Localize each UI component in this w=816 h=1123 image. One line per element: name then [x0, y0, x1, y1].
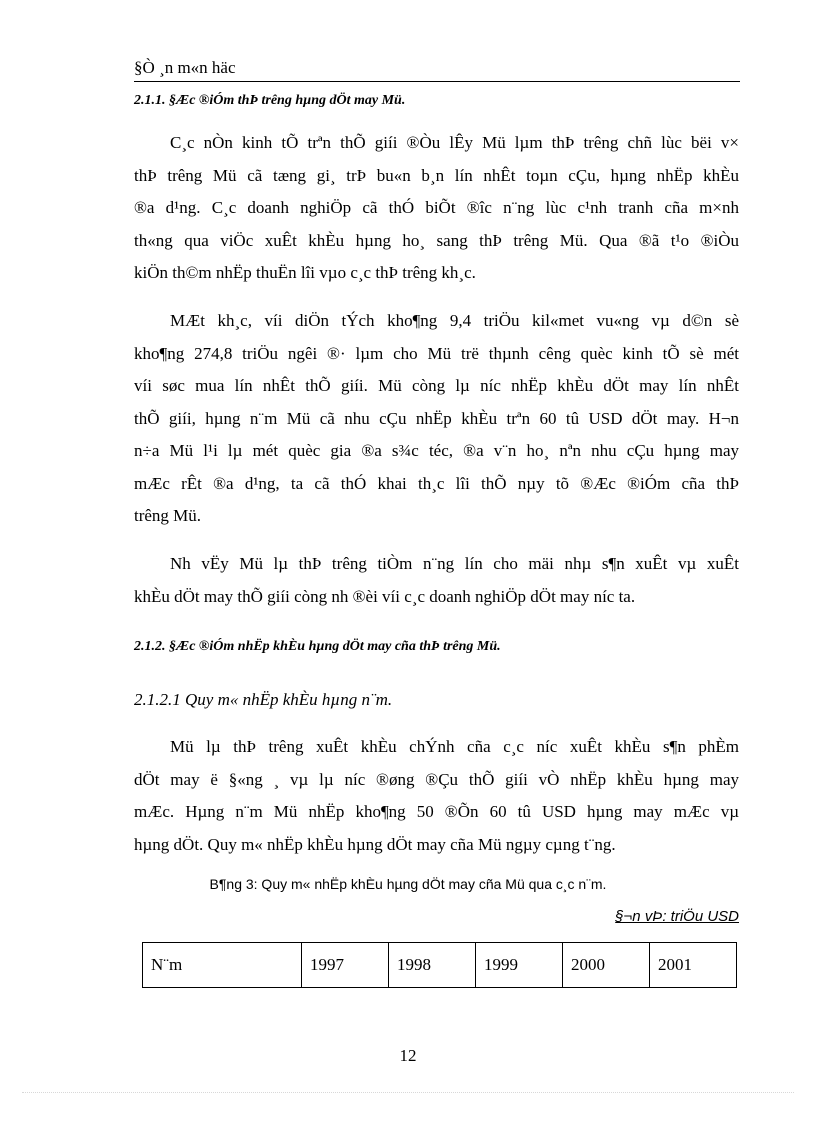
import-volume-table [142, 942, 737, 988]
page-edge-divider [22, 1092, 794, 1093]
header-title: §Ò ¸n m«n häc [134, 58, 236, 77]
text-line: hµng dÖt. Quy m« nhËp khÈu hµng dÖt may cña Mü ngµy cµng t¨ng. [134, 834, 616, 854]
text-line: mÆc. Hµng n¨m Mü nhËp kho¶ng 50 ®Õn 60 tû USD hµng may mÆc vµ [134, 802, 739, 821]
text-line: n÷a Mü l¹i lµ mét quèc gia ®a s¾c téc, ®a v¨n ho¸ nªn nhu cÇu hµng may [134, 441, 739, 460]
page-number: 12 [399, 1046, 417, 1065]
table-cell-year: 1998 [389, 943, 476, 988]
text-line: trêng Mü. [134, 506, 202, 525]
text-line: ®a d¹ng. C¸c doanh nghiÖp cã thÓ biÕt ®îc n¨ng lùc c¹nh tranh cña m×nh [134, 198, 739, 217]
text-line: mÆc rÊt ®a d¹ng, ta cã thÓ khai th¸c lîi thÕ nµy tõ ®Æc ®iÓm cña thÞ [134, 473, 739, 493]
paragraph-2-1-1-c [134, 548, 739, 613]
text-line: kiÖn th©m nhËp thuËn lîi vµo c¸c thÞ trêng kh¸c. [134, 263, 476, 282]
text-line: dÖt may ë §«ng ¸ vµ lµ níc ®øng ®Çu thÕ giíi vÒ nhËp khÈu hµng may [134, 769, 739, 789]
text-line: kho¶ng 274,8 triÖu ngêi ®· lµm cho Mü trë thµnh cêng quèc kinh tÕ sè mét [134, 343, 739, 363]
table-header-year: N¨m [143, 943, 302, 988]
header-rule [134, 81, 740, 82]
section-2-1-2-1-subheading: 2.1.2.1 Quy m« nhËp khÈu hµng n¨m. [134, 690, 393, 709]
section-2-1-2-heading: 2.1.2. §Æc ®iÓm nhËp khÈu hµng dÖt may cña thÞ trêng Mü. [134, 639, 501, 654]
text-line: thÕ giíi, hµng n¨m Mü cã nhu cÇu nhËp khÈu trªn 60 tû USD dÖt may. H¬n [134, 408, 739, 428]
text-line: C¸c nÒn kinh tÕ trªn thÕ giíi ®Òu lÊy Mü lµm thÞ trêng chñ lùc bëi v× [170, 133, 739, 152]
table-caption: B¶ng 3: Quy m« nhËp khÈu hµng dÖt may cña Mü qua c¸c n¨m. [209, 876, 607, 892]
text-line: Nh vËy Mü lµ thÞ trêng tiÒm n¨ng lín cho mäi nhµ s¶n xuÊt vµ xuÊt [170, 554, 739, 573]
text-line: Mü lµ thÞ trêng xuÊt khÈu chÝnh cña c¸c níc xuÊt khÈu s¶n phÈm [170, 737, 739, 756]
table-cell-year: 1999 [476, 943, 563, 988]
text-line: thÞ trêng Mü cã tæng gi¸ trÞ bu«n b¸n lín nhÊt toµn cÇu, hµng nhËp khÈu [134, 165, 739, 185]
paragraph-2-1-2-1 [134, 731, 739, 861]
text-line: khÈu dÖt may thÕ giíi còng nh ®èi víi c¸c doanh nghiÖp dÖt may níc ta. [134, 586, 636, 606]
text-line: MÆt kh¸c, víi diÖn tÝch kho¶ng 9,4 triÖu kil«met vu«ng vµ d©n sè [170, 311, 739, 330]
text-line: víi søc mua lín nhÊt thÕ giíi. Mü còng lµ níc nhËp khÈu dÖt may lín nhÊt [134, 376, 739, 395]
section-2-1-1-heading: 2.1.1. §Æc ®iÓm thÞ trêng hµng dÖt may Mü. [134, 93, 406, 108]
paragraph-2-1-1-a [134, 127, 739, 290]
paragraph-2-1-1-b [134, 305, 739, 533]
table-cell-year: 2000 [563, 943, 650, 988]
table-unit: §¬n vÞ: triÖu USD [615, 908, 739, 925]
text-line: th«ng qua viÖc xuÊt khÈu hµng ho¸ sang thÞ trêng Mü. Qua ®ã t¹o ®iÒu [134, 230, 739, 250]
table-cell-year: 1997 [302, 943, 389, 988]
table-row [143, 943, 737, 988]
table-cell-year: 2001 [650, 943, 737, 988]
